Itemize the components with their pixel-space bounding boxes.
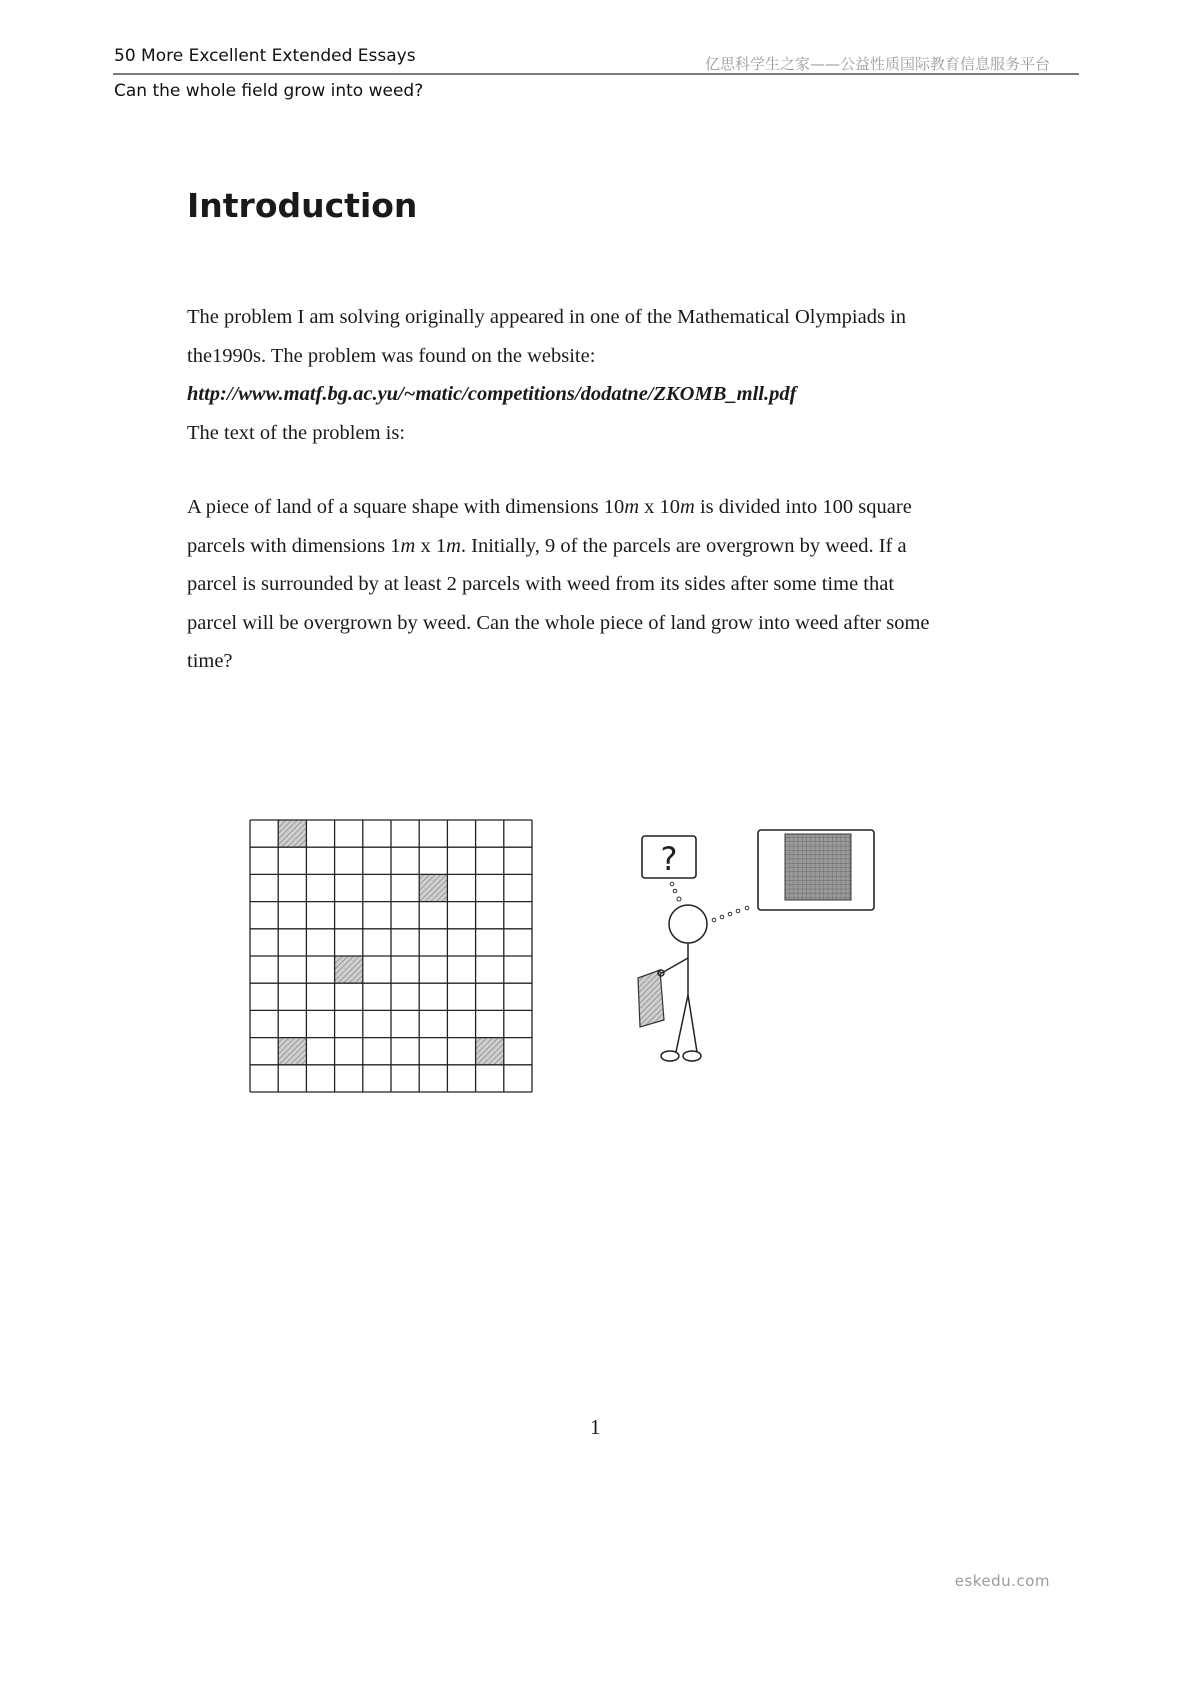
essay-title: Can the whole field grow into weed?	[114, 81, 424, 101]
weed-cell	[278, 1038, 306, 1065]
page-number: 1	[590, 1415, 601, 1439]
problem-line	[187, 488, 1007, 527]
watermark-text: eskedu.com	[954, 1572, 1050, 1590]
problem-text: x 1	[415, 534, 447, 557]
unit-m: m	[446, 534, 461, 557]
problem-line: time?	[187, 650, 233, 672]
question-mark: ?	[660, 840, 678, 878]
problem-text: x 10	[639, 496, 681, 518]
thinking-stick-figure	[630, 820, 890, 1090]
weed-cell	[419, 874, 447, 901]
thought-bubble	[642, 836, 696, 901]
unit-m: m	[680, 496, 695, 518]
problem-text: parcels with dimensions 1	[187, 534, 401, 557]
problem-line	[187, 527, 1007, 566]
header-rule	[113, 73, 1079, 75]
problem-text: is divided into 100 square	[694, 496, 912, 518]
weed-cell	[476, 1038, 504, 1065]
book-title: 50 More Excellent Extended Essays	[114, 46, 416, 66]
intro-line: The text of the problem is:	[187, 421, 406, 444]
stick-figure	[638, 905, 707, 1061]
problem-text: . Initially, 9 of the parcels are overgrown by weed. If a	[460, 534, 907, 557]
problem-line: parcel is surrounded by at least 2 parcels with weed from its sides after some time that	[187, 573, 895, 595]
unit-m: m	[624, 496, 640, 518]
section-heading: Introduction	[187, 186, 418, 225]
unit-m: m	[400, 534, 416, 557]
source-url[interactable]: http://www.matf.bg.ac.yu/~matic/competitions/dodatne/ZKOMB_mll.pdf	[187, 383, 797, 405]
intro-paragraph	[187, 298, 1007, 452]
intro-line: the1990s. The problem was found on the website:	[187, 344, 596, 367]
site-slogan: 亿思科学生之家——公益性质国际教育信息服务平台	[704, 55, 1050, 73]
weed-cell	[335, 956, 363, 983]
field-thought-bubble	[712, 830, 874, 922]
problem-line: parcel will be overgrown by weed. Can the whole piece of land grow into weed after some	[187, 611, 930, 634]
weed-grid-figure	[248, 818, 534, 1094]
problem-text: A piece of land of a square shape with dimensions 10	[187, 496, 625, 518]
intro-line: The problem I am solving originally appeared in one of the Mathematical Olympiads in	[187, 306, 907, 328]
problem-statement	[187, 488, 1007, 681]
weed-cell	[278, 820, 306, 847]
